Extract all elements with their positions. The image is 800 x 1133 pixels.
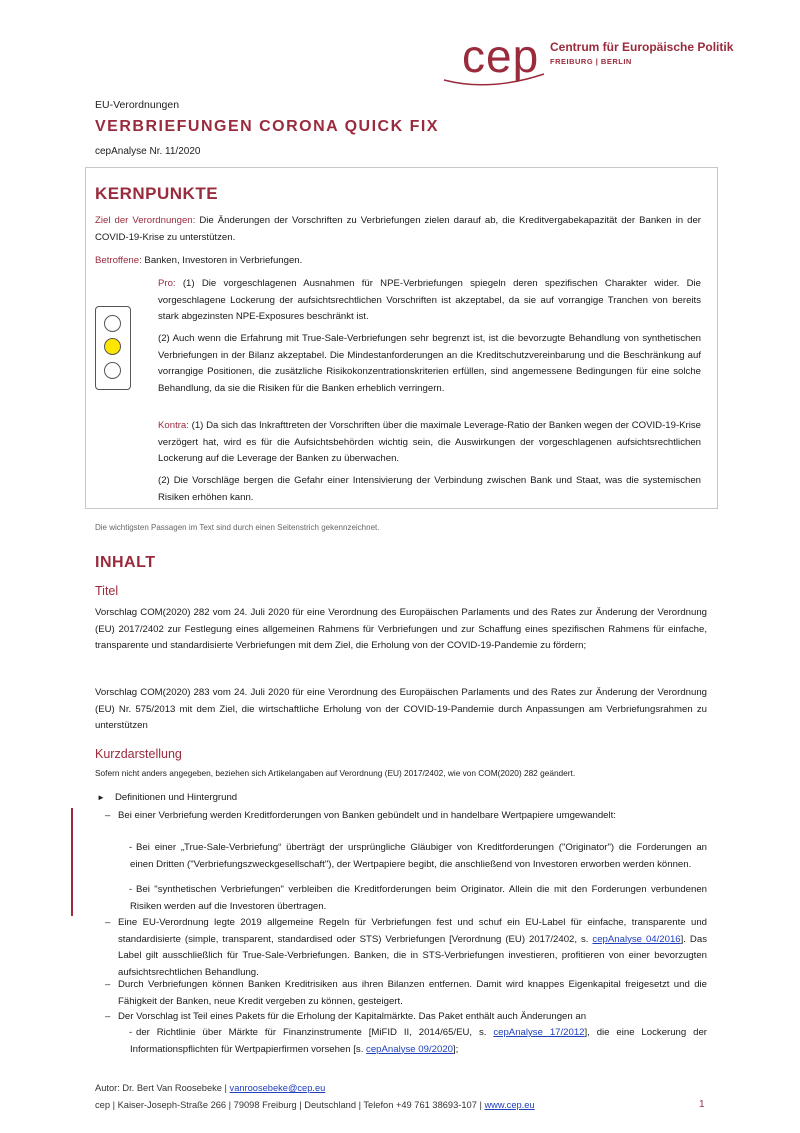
- list-item: [105, 808, 707, 825]
- kurzdarstellung-intro: Sofern nicht anders angegeben, beziehen sich Artikelangaben auf Verordnung (EU) 2017/2402, wie von COM(2020) 282 geändert.: [95, 768, 576, 778]
- titel-heading: Titel: [95, 584, 119, 598]
- footer-address-text: cep | Kaiser-Joseph-Straße 266 | 79098 Freiburg | Deutschland | Telefon +49 761 38693-107 |: [95, 1100, 485, 1110]
- kernpunkte-heading: KERNPUNKTE: [95, 184, 219, 203]
- kontra-1-text: (1) Da sich das Inkrafttreten der Vorschriften über die maximale Leverage-Ratio der Banken wegen der COVID-19-Krise verzögert hat, wird es für die Aufsichtsbehörden wichtig sein, die Auswirkungen der vorgeschlagenen aufsichtsrechtlichen Lockerung auf die Leverage der Banken zu überwachen.: [158, 420, 701, 464]
- traffic-light-middle-lamp: [104, 338, 121, 355]
- ziel-label: Ziel der Verordnungen:: [95, 215, 196, 226]
- ziel-paragraph: [95, 213, 701, 246]
- important-passage-marker: [71, 808, 73, 916]
- dash-marker: –: [105, 810, 111, 821]
- list-item: [105, 1009, 707, 1026]
- cepanalyse-17-2012-link[interactable]: cepAnalyse 17/2012: [493, 1027, 585, 1038]
- list-subitem-text-mid: ], die eine Lockerung der Informationspflichten für Wertpapierfirmen vorsehen [s.: [130, 1027, 707, 1055]
- logo-mark: cep: [462, 30, 540, 82]
- page-number: 1: [699, 1099, 705, 1110]
- titel-paragraph-1: Vorschlag COM(2020) 282 vom 24. Juli 2020 für eine Verordnung des Europäischen Parlaments und des Rates zur Änderung der Verordnung (EU) 2017/2402 zur Festlegung eines allgemeinen Rahmens für Verbriefungen und zur Schaffung eines spezifischen Rahmens für einfache, transparente und standardisierte Verbriefungen mit dem Ziel, die Erholung von der COVID-19-Pandemie zu fördern;: [95, 607, 707, 651]
- kontra-paragraph-1: [158, 418, 701, 468]
- ziel-text: Die Änderungen der Vorschriften zu Verbriefungen zielen darauf ab, die Kreditvergabekapazität der Banken in der COVID-19-Krise zu unterstützen.: [95, 215, 702, 243]
- website-link[interactable]: www.cep.eu: [484, 1100, 535, 1110]
- dash-marker: –: [105, 917, 111, 928]
- dash-marker: –: [105, 979, 111, 990]
- sub-dash-marker: -: [129, 842, 133, 853]
- list-subitem-text-end: ];: [453, 1043, 459, 1055]
- inhalt-heading: INHALT: [95, 554, 156, 571]
- pro-paragraph-2: (2) Auch wenn die Erfahrung mit True-Sale-Verbriefungen sehr begrenzt ist, ist die bevorzugte Behandlung von synthetischen Verbriefungen in der Bilanz akzeptabel. Die Mindestanforderungen an die Kreditschutzvereinbarung und die Beschränkung auf vorrangige Positionen, die zusätzliche Risikokonzentrationskriterien erfüllen, sind angemessene Bedingungen für eine solche Behandlung, da sie die Risiken für die Banken erheblich verringern.: [158, 333, 701, 394]
- list-item: [105, 977, 707, 1010]
- list-item-text-cont: ]. Das Label gilt ausschließlich für True-Sale-Verbriefungen. Banken, die in STS-Verbriefungen investieren, profitieren von einer bevorzugten aufsichtsrechtlichen Behandlung.: [118, 933, 707, 978]
- kurzdarstellung-heading: Kurzdarstellung: [95, 747, 182, 761]
- betroffene-paragraph: [95, 253, 701, 270]
- doc-category: EU-Verordnungen: [95, 99, 180, 111]
- footer-author: [95, 1083, 325, 1093]
- traffic-light-bottom-lamp: [104, 362, 121, 379]
- list-subitem-text: Bei einer „True-Sale-Verbriefung“ überträgt der ursprüngliche Gläubiger von Kreditforderungen ("Originator") die Forderungen an einen Dritten ("Verbriefungszweckgesellschaft"), der Wertpapiere begibt, die anschließend von Investoren erworben werden können.: [130, 842, 707, 870]
- pro-1-text: (1) Die vorgeschlagenen Ausnahmen für NPE-Verbriefungen spiegeln deren spezifischen Charakter wider. Die vorgeschlagene Lockerung der aufsichtsrechtlichen Vorschriften ist akzeptabel, da sie auf vorrangige Tranchen von bereits stark abgezinsten NPE-Exposures beschränkt ist.: [158, 278, 701, 322]
- footer-author-text: Autor: Dr. Bert Van Roosebeke |: [95, 1083, 230, 1093]
- author-email-link[interactable]: vanroosebeke@cep.eu: [229, 1083, 326, 1093]
- section-title: Definitionen und Hintergrund: [115, 792, 238, 803]
- pro-paragraph-1: [158, 276, 701, 326]
- list-item-text: Durch Verbriefungen können Banken Kreditrisiken aus ihren Bilanzen entfernen. Damit wird knappes Eigenkapital freigesetzt und die Fähigkeit der Banken, neue Kredit vergeben zu können, gesteigert.: [118, 979, 707, 1007]
- cepanalyse-04-2016-link[interactable]: cepAnalyse 04/2016: [592, 933, 681, 945]
- list-subitem-text: Bei "synthetischen Verbriefungen" verbleiben die Kreditforderungen beim Originator. Allein die mit den Forderungen verbundenen Risiken werden auf die Investoren übertragen.: [130, 884, 707, 912]
- doc-number: cepAnalyse Nr. 11/2020: [95, 146, 201, 157]
- traffic-light-icon: [95, 306, 131, 390]
- list-subitem: [130, 840, 707, 873]
- logo-locations: FREIBURG | BERLIN: [550, 57, 632, 66]
- titel-paragraph-2: Vorschlag COM(2020) 283 vom 24. Juli 2020 für eine Verordnung des Europäischen Parlaments und des Rates zur Änderung der Verordnung (EU) Nr. 575/2013 mit dem Ziel, die wirtschaftliche Erholung von der COVID-19-Pandemie durch Anpassungen am Verbriefungsrahmen zu unterstützen: [95, 687, 707, 731]
- kernpunkte-footnote: Die wichtigsten Passagen im Text sind durch einen Seitenstrich gekennzeichnet.: [95, 523, 380, 532]
- list-subitem-text: der Richtlinie über Märkte für Finanzinstrumente [MiFID II, 2014/65/EU, s.: [136, 1027, 494, 1038]
- sub-dash-marker: -: [129, 1027, 133, 1038]
- traffic-light-top-lamp: [104, 315, 121, 332]
- list-item-text: Der Vorschlag ist Teil eines Pakets für die Erholung der Kapitalmärkte. Das Paket enthält auch Änderungen an: [118, 1011, 587, 1022]
- dash-marker: –: [105, 1011, 111, 1022]
- list-subitem: [130, 1025, 707, 1058]
- doc-title: VERBRIEFUNGEN CORONA QUICK FIX: [95, 118, 439, 135]
- sub-dash-marker: -: [129, 884, 133, 895]
- footer-address: [95, 1100, 535, 1110]
- betroffene-text: Banken, Investoren in Verbriefungen.: [141, 255, 303, 266]
- kontra-label: Kontra:: [158, 420, 189, 431]
- cepanalyse-09-2020-link[interactable]: cepAnalyse 09/2020: [366, 1043, 453, 1055]
- pro-label: Pro:: [158, 278, 176, 289]
- list-subitem: [130, 882, 707, 915]
- list-item-text: Eine EU-Verordnung legte 2019 allgemeine Regeln für Verbriefungen fest und schuf ein EU-Label für einfache, transparente und standardisierte (simple, transparent, standardised oder STS) Verbriefungen [Verordnung (EU) 2017/2402, s.: [118, 917, 707, 945]
- logo-org-name: Centrum für Europäische Politik: [550, 40, 734, 54]
- triangle-right-icon: ►: [97, 793, 105, 802]
- list-item-text: Bei einer Verbriefung werden Kreditforderungen von Banken gebündelt und in handelbare Wertpapiere umgewandelt:: [118, 810, 616, 821]
- kontra-paragraph-2: (2) Die Vorschläge bergen die Gefahr einer Intensivierung der Verbindung zwischen Bank und Staat, was die systemischen Risiken erhöhen kann.: [158, 475, 701, 503]
- list-item: [105, 915, 707, 981]
- section-heading-definitionen: [97, 792, 237, 803]
- betroffene-label: Betroffene:: [95, 255, 142, 266]
- cep-logo: [440, 28, 740, 90]
